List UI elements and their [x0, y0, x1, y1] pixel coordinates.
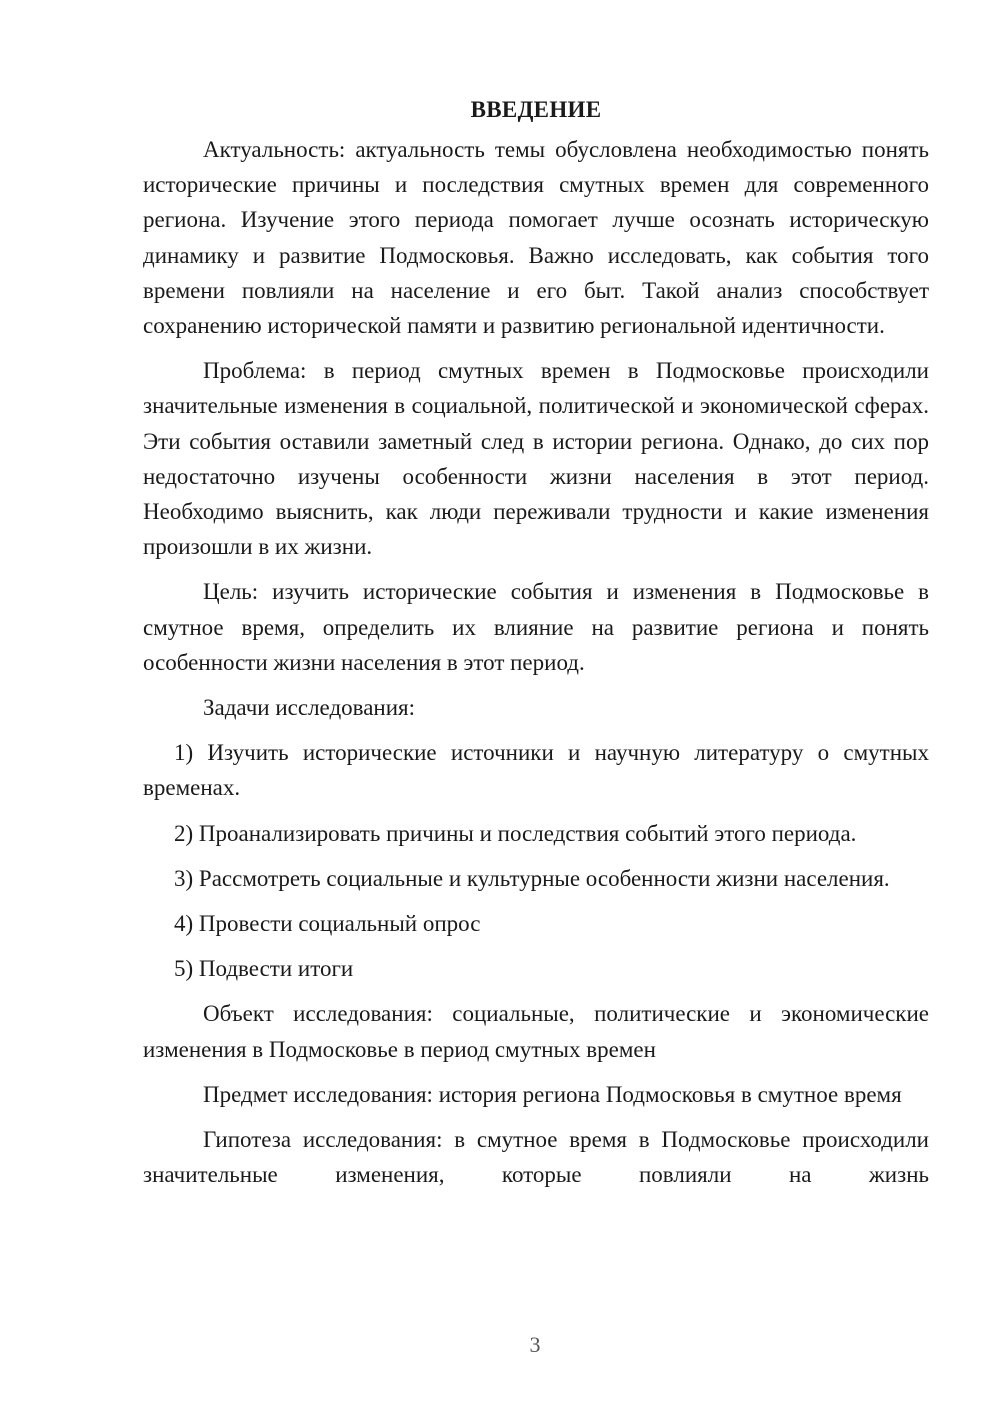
- task-item-4: 4) Провести социальный опрос: [174, 911, 481, 937]
- relevance-paragraph: Актуальность: актуальность темы обусловлена необходимостью понять исторические причины и последствия смутных времен для современного региона. Изучение этого периода помогает лучше осознать историческую динамику и развитие Подмосковья. Важно исследовать, как события того времени повлияли на население и его быт. Такой анализ способствует сохранению исторической памяти и развитию региональной идентичности.: [143, 137, 929, 339]
- hypothesis-paragraph: Гипотеза исследования: в смутное время в Подмосковье происходили значительные изменения, которые повлияли на жизнь: [143, 1127, 929, 1188]
- document-page: [143, 92, 929, 1202]
- page-number: 3: [529, 1332, 541, 1357]
- task-item-3: 3) Рассмотреть социальные и культурные особенности жизни населения.: [174, 865, 890, 891]
- section-title: ВВЕДЕНИЕ: [470, 97, 602, 122]
- object-paragraph: Объект исследования: социальные, политические и экономические изменения в Подмосковье в период смутных времен: [143, 1001, 929, 1062]
- task-item-5: 5) Подвести итоги: [174, 956, 354, 982]
- task-item-2: 2) Проанализировать причины и последствия событий этого периода.: [174, 820, 857, 846]
- tasks-heading: Задачи исследования:: [203, 695, 416, 721]
- task-item-1: 1) Изучить исторические источники и научную литературу о смутных временах.: [143, 740, 929, 801]
- problem-paragraph: Проблема: в период смутных времен в Подмосковье происходили значительные изменения в социальной, политической и экономической сферах. Эти события оставили заметный след в истории региона. Однако, до сих пор недостаточно изучены особенности жизни населения в этот период. Необходимо выяснить, как люди переживали трудности и какие изменения произошли в их жизни.: [143, 358, 929, 560]
- goal-paragraph: Цель: изучить исторические события и изменения в Подмосковье в смутное время, определить их влияние на развитие региона и понять особенности жизни населения в этот период.: [143, 579, 929, 675]
- subject-paragraph: Предмет исследования: история региона Подмосковья в смутное время: [203, 1081, 902, 1107]
